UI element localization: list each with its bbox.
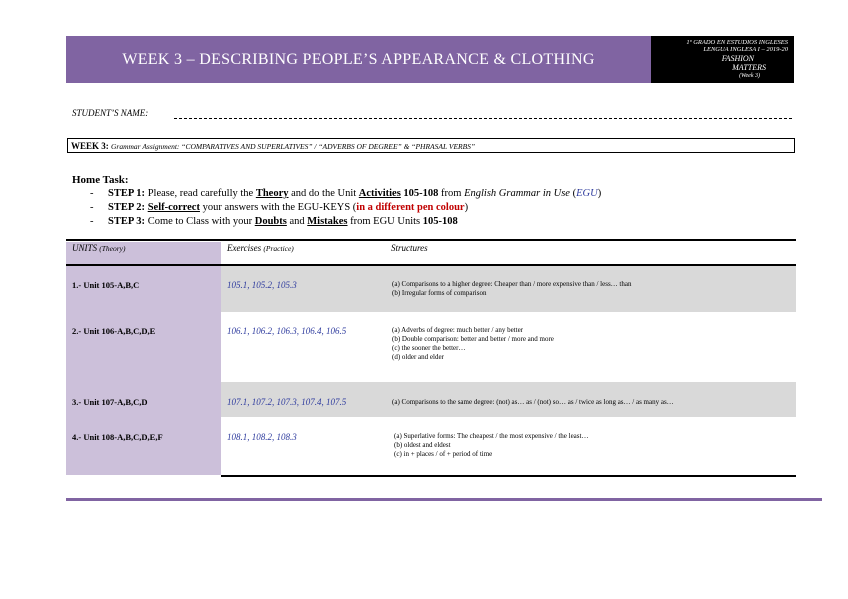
- row-1-structures: (a) Comparisons to a higher degree: Cheaper than / more expensive than / less… than (b) Irregular forms of comparison: [392, 280, 632, 297]
- row-4-exercises: 108.1, 108.2, 108.3: [227, 432, 297, 442]
- row-3-exercises: 107.1, 107.2, 107.3, 107.4, 107.5: [227, 397, 347, 407]
- row-4-unit: 4.- Unit 108-A,B,C,D,E,F: [72, 432, 163, 442]
- unit-title-line2: MATTERS: [732, 63, 766, 72]
- step-3: - STEP 3: Come to Class with your Doubts and Mistakes from EGU Units 105-108: [90, 216, 458, 227]
- home-task-title: Home Task:: [72, 174, 129, 186]
- student-name-field[interactable]: [174, 118, 792, 119]
- course-subject: LENGUA INGLESA I – 2019-20: [703, 46, 788, 53]
- step-1: - STEP 1: Please, read carefully the Theory and do the Unit Activities 105-108 from English Grammar in Use (EGU): [90, 188, 602, 199]
- course-info-box: [651, 36, 794, 83]
- row-1-unit: 1.- Unit 105-A,B,C: [72, 280, 140, 290]
- row-2-exercises: 106.1, 106.2, 106.3, 106.4, 106.5: [227, 326, 347, 336]
- student-name-label: STUDENT’S NAME:: [72, 108, 149, 118]
- step-2: - STEP 2: Self-correct your answers with the EGU-KEYS (in a different pen colour): [90, 202, 469, 213]
- header-banner: [66, 36, 794, 83]
- header-units: UNITS (Theory): [72, 243, 126, 253]
- table-header-rule: [66, 264, 796, 266]
- unit-title-line1: FASHION: [721, 54, 754, 63]
- row-3-structures: (a) Comparisons to the same degree: (not) as… as / (not) so… as / twice as long as… / as many as…: [392, 398, 674, 406]
- row-4-structures: (a) Superlative forms: The cheapest / the most expensive / the least… (b) oldest and eldest (c) in + places / of + period of time: [394, 432, 589, 458]
- table-bottom-rule: [221, 475, 796, 477]
- header-structures: Structures: [391, 243, 428, 253]
- header-exercises: Exercises (Practice): [227, 243, 294, 253]
- row-3-unit: 3.- Unit 107-A,B,C,D: [72, 397, 148, 407]
- course-degree: 1º GRADO EN ESTUDIOS INGLESES: [686, 39, 788, 46]
- week-label: (Week 3): [739, 73, 760, 79]
- page-title: WEEK 3 – DESCRIBING PEOPLE’S APPEARANCE & CLOTHING: [122, 51, 595, 68]
- row-2-unit: 2.- Unit 106-A,B,C,D,E: [72, 326, 156, 336]
- assignment-text: Grammar Assignment: “COMPARATIVES AND SUPERLATIVES” / “ADVERBS OF DEGREE” & “PHRASAL VERBS”: [111, 142, 476, 151]
- home-task-steps: [90, 187, 601, 229]
- footer-rule: [66, 498, 822, 501]
- row-2-structures: (a) Adverbs of degree: much better / any better (b) Double comparison: better and better / more and more (c) the sooner the better… (d) older and elder: [392, 326, 554, 361]
- week-label: WEEK 3:: [71, 141, 109, 151]
- row-1-exercises: 105.1, 105.2, 105.3: [227, 280, 297, 290]
- table-top-rule: [66, 239, 796, 241]
- week-assignment-box: [67, 138, 795, 153]
